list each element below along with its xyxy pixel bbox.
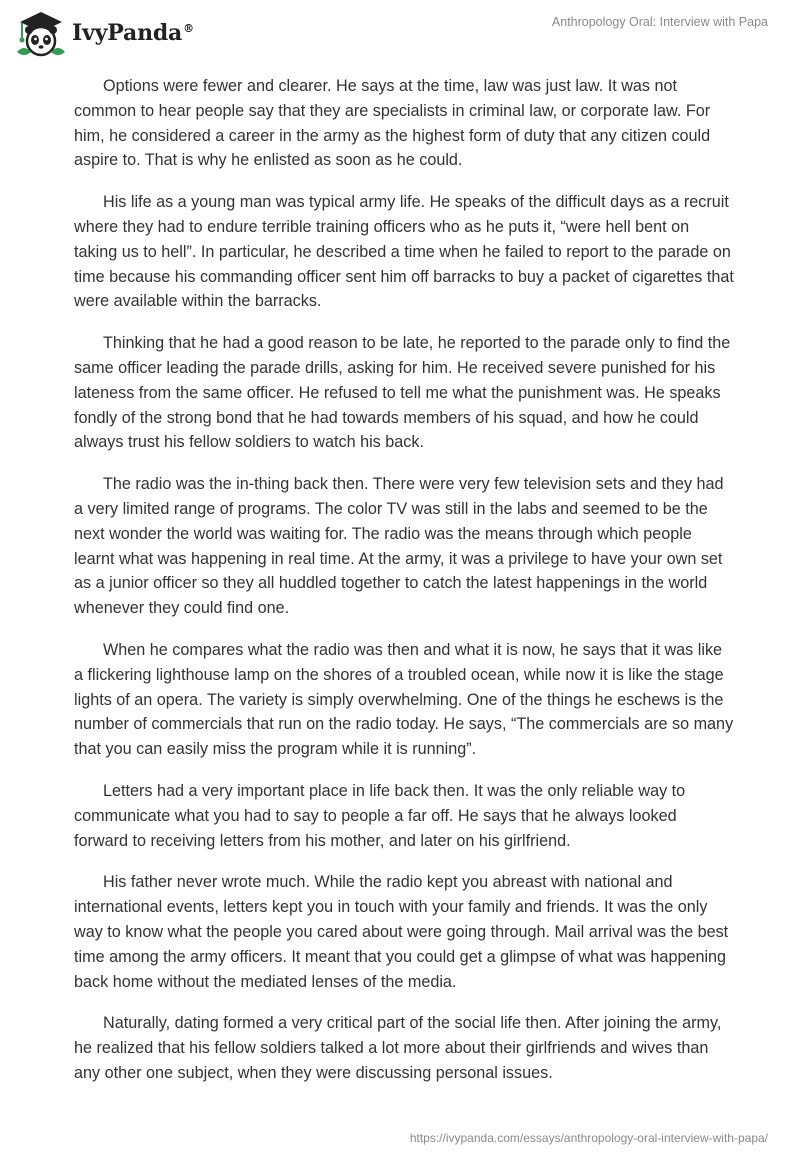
paragraph: Options were fewer and clearer. He says at the time, law was just law. It was not common to hear people say that they are specialists in criminal law, or corporate law. For him, he considered a career in the army as the highest form of duty that any citizen could aspire to. That is why he enlisted as soon as he could. bbox=[74, 77, 711, 170]
essay-body bbox=[74, 74, 734, 1103]
paragraph: Letters had a very important place in life back then. It was the only reliable way to communicate what you had to say to people a far off. He says that he always looked forward to receiving letters from his mother, and later on his girlfriend. bbox=[74, 781, 686, 850]
paragraph: His life as a young man was typical army life. He speaks of the difficult days as a recruit where they had to endure terrible training officers who as he puts it, “were hell bent on taking us to hell”. In particular, he described a time when he failed to report to the parade on time because his commanding officer sent him off barracks to buy a packet of cigarettes that were available within the barracks. bbox=[74, 193, 734, 311]
paragraph: Naturally, dating formed a very critical part of the social life then. After joining the army, he realized that his fellow soldiers talked a lot more about their girlfriends and wives than any other one subject, when they were discussing personal issues. bbox=[74, 1014, 722, 1082]
registered-mark: ® bbox=[183, 21, 194, 35]
paragraph: The radio was the in-thing back then. There were very few television sets and they had a very limited range of programs. The color TV was still in the labs and seemed to be the next wonder the world was waiting for. The radio was the means through which people learnt what was happening in real time. At the army, it was a privilege to have your own set as a junior officer so they all huddled together to catch the latest happenings in the world whenever they could find one. bbox=[74, 475, 724, 618]
panda-graduation-cap-icon bbox=[14, 8, 68, 58]
brand-name bbox=[72, 20, 194, 46]
paragraph: When he compares what the radio was then and what it is now, he says that it was like a flickering lighthouse lamp on the shores of a troubled ocean, while now it is like the stage lights of an opera. The variety is simply overwhelming. One of the things he eschews is the number of commercials that run on the radio today. He says, “The commercials are so many that you can easily miss the program while it is running”. bbox=[74, 640, 734, 759]
page-header bbox=[0, 0, 800, 64]
source-url-link[interactable]: https://ivypanda.com/essays/anthropology-oral-interview-with-papa/ bbox=[409, 1131, 768, 1145]
document-title: Anthropology Oral: Interview with Papa bbox=[551, 15, 768, 29]
ivypanda-logo[interactable] bbox=[14, 8, 194, 58]
brand-name-text: IvyPanda bbox=[72, 20, 183, 46]
paragraph: Thinking that he had a good reason to be late, he reported to the parade only to find the same officer leading the parade drills, asking for him. He received severe punished for his lateness from the same officer. He refused to tell me what the punishment was. He speaks fondly of the strong bond that he had towards members of his squad, and how he could always trust his fellow soldiers to watch his back. bbox=[74, 334, 731, 452]
paragraph: His father never wrote much. While the radio kept you abreast with national and international events, letters kept you in touch with your family and friends. It was the only way to know what the people you cared about were going through. Mail arrival was the best time among the army officers. It meant that you could get a glimpse of what was happening back home without the mediated lenses of the media. bbox=[74, 873, 729, 991]
